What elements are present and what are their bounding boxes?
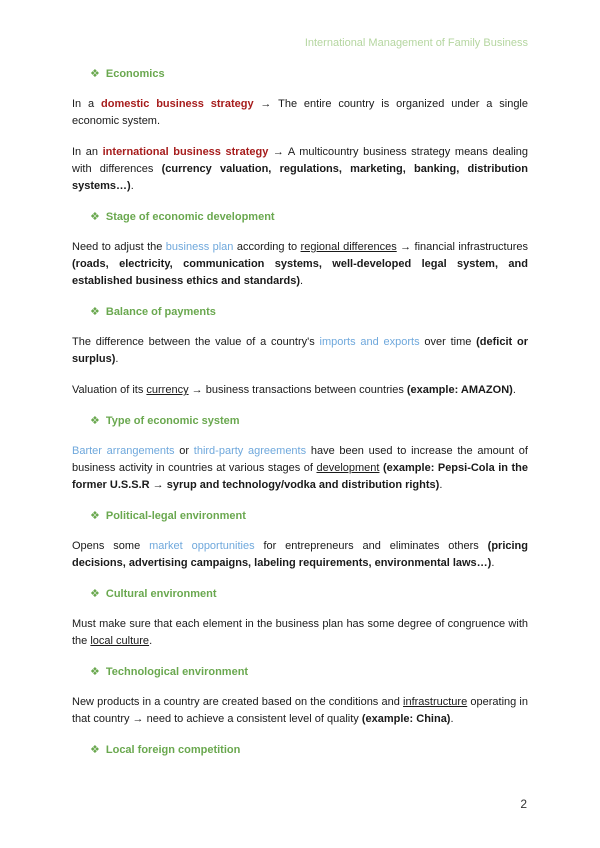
blue-term: imports and exports xyxy=(319,336,420,348)
section-heading-balance: ❖ Balance of payments xyxy=(90,306,216,318)
paragraph: In an international business strategy → A multicountry business strategy means dealing with differences (currency valuation, regulations, marketing, banking, distribution systems…). xyxy=(72,146,528,192)
diamond-bullet-icon: ❖ xyxy=(90,588,100,600)
section-heading-economics: ❖ Economics xyxy=(90,68,165,80)
diamond-bullet-icon: ❖ xyxy=(90,306,100,318)
highlighted-term: domestic business strategy xyxy=(101,98,254,110)
paragraph: New products in a country are created based on the conditions and infrastructure operating in that country → need to achieve a consistent level of quality (example: China). xyxy=(72,696,528,725)
blue-term: business plan xyxy=(165,241,234,253)
diamond-bullet-icon: ❖ xyxy=(90,68,100,80)
running-header: International Management of Family Business xyxy=(304,37,528,49)
blue-term: third-party agreements xyxy=(193,445,307,457)
paragraph: Valuation of its currency → business transactions between countries (example: AMAZON). xyxy=(72,384,516,396)
highlighted-term: international business strategy xyxy=(102,146,269,158)
blue-term: market opportunities xyxy=(149,540,255,552)
blue-term: Barter arrangements xyxy=(72,445,175,457)
section-heading-political: ❖ Political-legal environment xyxy=(90,510,246,522)
paragraph: Must make sure that each element in the business plan has some degree of congruence with the local culture. xyxy=(72,618,528,647)
paragraph: In a domestic business strategy → The entire country is organized under a single economic system. xyxy=(72,98,528,127)
paragraph: Barter arrangements or third-party agreements have been used to increase the amount of business activity in countries at various stages of development (example: Pepsi-Cola in the former U.S.S.R → syrup and technology/vodka and distribution rights). xyxy=(72,445,528,491)
document-body xyxy=(72,66,528,772)
section-heading-tech: ❖ Technological environment xyxy=(90,666,249,678)
diamond-bullet-icon: ❖ xyxy=(90,211,100,223)
paragraph: Need to adjust the business plan according to regional differences → financial infrastructures (roads, electricity, communication systems, well-developed legal system, and established business ethics and standards). xyxy=(72,241,529,287)
diamond-bullet-icon: ❖ xyxy=(90,415,100,427)
page-number: 2 xyxy=(520,797,527,811)
paragraph: Opens some market opportunities for entrepreneurs and eliminates others (pricing decisions, advertising campaigns, labeling requirements, environmental laws…). xyxy=(72,540,528,569)
diamond-bullet-icon: ❖ xyxy=(90,666,100,678)
section-heading-type: ❖ Type of economic system xyxy=(90,415,240,427)
section-heading-local: ❖ Local foreign competition xyxy=(90,744,241,756)
diamond-bullet-icon: ❖ xyxy=(90,744,100,756)
section-heading-cultural: ❖ Cultural environment xyxy=(90,588,217,600)
paragraph: The difference between the value of a country's imports and exports over time (deficit or surplus). xyxy=(72,336,528,365)
diamond-bullet-icon: ❖ xyxy=(90,510,100,522)
section-heading-stage: ❖ Stage of economic development xyxy=(90,211,275,223)
